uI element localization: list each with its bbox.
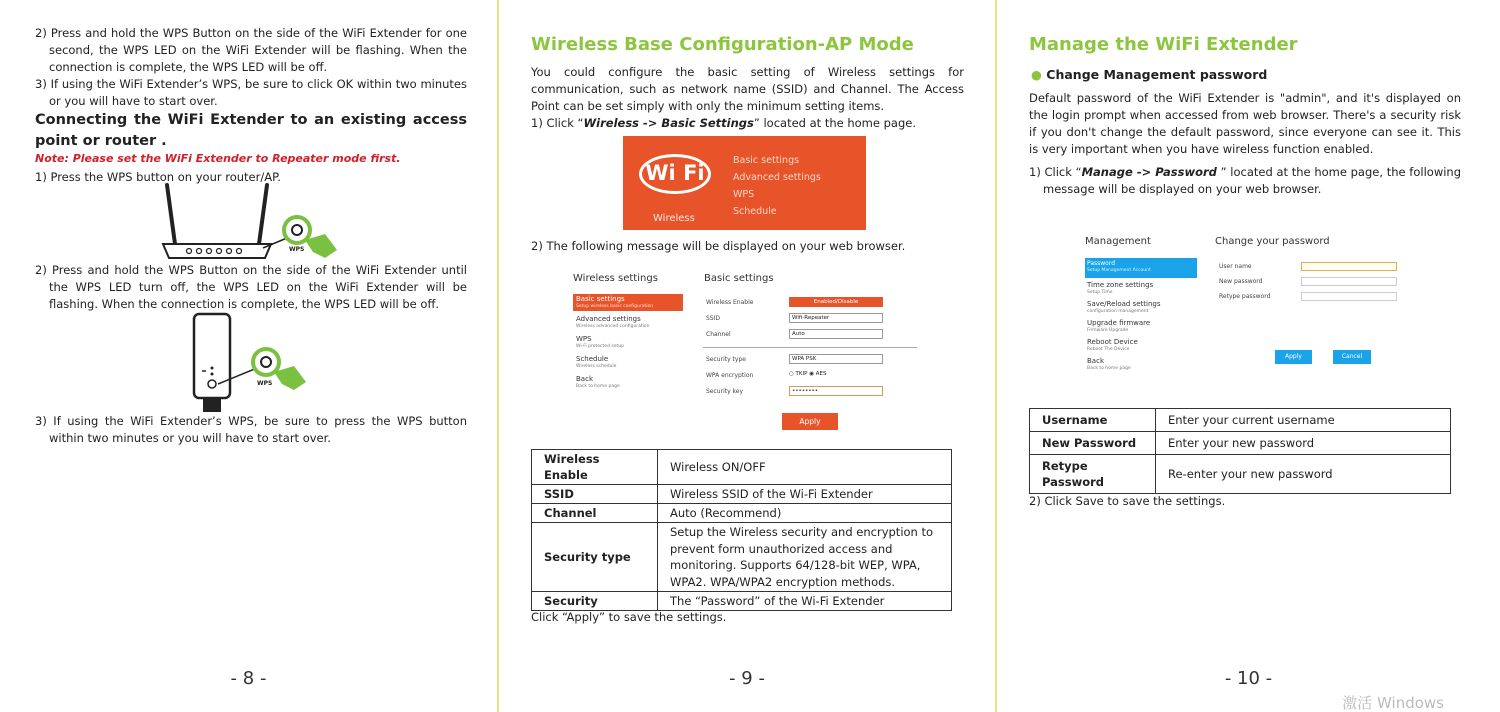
- manage-password-link: Manage -> Password: [1081, 165, 1217, 179]
- page-8: [0, 0, 499, 712]
- step-2b: 2) Press and hold the WPS Button on the side of the WiFi Extender until the WPS LED turn off, the WPS LED on the WiFi Extender will be flashing. When the connection is complete, the WPS LED will be off.: [35, 263, 467, 311]
- page-10-intro: Default password of the WiFi Extender is "admin", and it's displayed on the login prompt when accessed from web browser. There's a security risk if you don't change the default password, since everyone can see it. This is very important when you have wireless function enabled.: [1029, 91, 1461, 156]
- extender-illustration: [185, 312, 315, 416]
- step-3a: 3) If using the WiFi Extender’s WPS, be sure to click OK within two minutes or you will have to start over.: [35, 77, 467, 108]
- username-input[interactable]: [1301, 262, 1397, 271]
- page-number-10: - 10 -: [1224, 668, 1273, 689]
- wifi-logo: Wi Fi: [639, 154, 711, 194]
- router-illustration: [155, 182, 345, 262]
- page-9-step-2: 2) The following message will be displayed on your web browser.: [531, 239, 906, 253]
- wireless-settings-title: Wireless settings: [573, 273, 658, 284]
- step-2a: 2) Press and hold the WPS Button on the side of the WiFi Extender for one second, the WPS LED on the WiFi Extender will be flashing. When the connection is complete, the WPS LED will be off.: [35, 26, 467, 74]
- table-row: Security The “Password” of the Wi-Fi Extender: [532, 592, 952, 611]
- page-9: [499, 0, 997, 712]
- page-9-footer: Click “Apply” to save the settings.: [531, 610, 727, 624]
- basic-settings-title: Basic settings: [704, 273, 774, 284]
- banner-menu-item: Advanced settings: [733, 172, 821, 183]
- nav-item-upgrade-firmware[interactable]: Upgrade firmware Firmware Upgrade: [1087, 319, 1151, 333]
- nav-item-advanced-settings[interactable]: Advanced settings Wireless advanced configuration: [576, 315, 650, 329]
- nav-item-back[interactable]: Back Back to home page: [1087, 357, 1131, 371]
- page-10-title: Manage the WiFi Extender: [1029, 34, 1298, 55]
- nav-item-back[interactable]: Back Back to home page: [576, 375, 620, 389]
- step-1: 1) Press the WPS button on your router/AP.: [35, 170, 281, 184]
- page-9-step-1: 1) Click “Wireless -> Basic Settings” located at the home page.: [531, 116, 916, 130]
- router-wps-label: WPS: [289, 246, 305, 253]
- activate-windows-watermark: 激活 Windows: [1342, 694, 1444, 712]
- extender-wps-label: WPS: [257, 380, 273, 387]
- banner-menu-item: Schedule: [733, 206, 777, 217]
- table-row: Security type Setup the Wireless security and encryption to prevent form unauthorized access and monitoring. Supports 64/128-bit WEP, WPA, WPA2. WPA/WPA2 encryption methods.: [532, 523, 952, 592]
- table-row: SSID Wireless SSID of the Wi-Fi Extender: [532, 485, 952, 504]
- page-number-8: - 8 -: [230, 668, 267, 689]
- wireless-nav: [573, 294, 683, 391]
- page-10-footer: 2) Click Save to save the settings.: [1029, 494, 1226, 508]
- management-nav: [1085, 258, 1197, 372]
- page-10: [997, 0, 1500, 712]
- green-bullet-icon: ●: [1031, 67, 1042, 82]
- change-password-subheading: ● Change Management password: [1031, 67, 1268, 82]
- table-row: New Password Enter your new password: [1030, 432, 1451, 455]
- wpa-encryption-radio[interactable]: ○ TKIP ◉ AES: [789, 371, 827, 377]
- repeater-note: Note: Please set the WiFi Extender to Repeater mode first.: [35, 152, 401, 165]
- apply-button[interactable]: Apply: [1275, 350, 1312, 364]
- table-row: Username Enter your current username: [1030, 409, 1451, 432]
- wireless-banner: [623, 136, 866, 230]
- wireless-spec-table: [531, 449, 952, 611]
- banner-menu-item: Basic settings: [733, 155, 800, 166]
- nav-item-save-reload[interactable]: Save/Reload settings configuration management: [1087, 300, 1161, 314]
- basic-settings-form: Wireless Enable Enabled/Disable SSID Wifi-Repeater Channel Auto Security type WPA PSK WPA encryption ○ TKIP ◉ AES Security key ••••••••: [703, 296, 917, 401]
- nav-item-time-zone[interactable]: Time zone settings Setup Time: [1087, 281, 1154, 295]
- change-password-title: Change your password: [1215, 236, 1330, 247]
- nav-item-wps[interactable]: WPS Wi-Fi protected setup: [576, 335, 624, 349]
- ssid-input[interactable]: Wifi-Repeater: [789, 313, 883, 323]
- nav-item-schedule[interactable]: Schedule Wireless schedule: [576, 355, 617, 369]
- channel-select[interactable]: Auto: [789, 329, 883, 339]
- cancel-button[interactable]: Cancel: [1333, 350, 1371, 364]
- page-9-title: Wireless Base Configuration-AP Mode: [531, 34, 914, 55]
- management-title: Management: [1085, 236, 1151, 247]
- banner-caption: Wireless: [653, 213, 695, 224]
- table-row: Channel Auto (Recommend): [532, 504, 952, 523]
- new-password-input[interactable]: [1301, 277, 1397, 286]
- banner-menu: [733, 152, 821, 220]
- change-password-form: User name New password Retype password: [1219, 261, 1399, 306]
- table-row: Wireless Enable Wireless ON/OFF: [532, 450, 952, 485]
- form-divider: [703, 347, 917, 348]
- connect-heading: Connecting the WiFi Extender to an existing access point or router .: [35, 112, 467, 149]
- nav-item-reboot[interactable]: Reboot Device Reboot The Device: [1087, 338, 1138, 352]
- page-number-9: - 9 -: [729, 668, 765, 689]
- banner-menu-item: WPS: [733, 189, 755, 200]
- wireless-enable-toggle[interactable]: Enabled/Disable: [789, 297, 883, 307]
- page-9-intro: You could configure the basic setting of Wireless settings for communication, such as network name (SSID) and Channel. The Access Point can be set simply with only the minimum setting items.: [531, 65, 964, 113]
- retype-password-input[interactable]: [1301, 292, 1397, 301]
- password-spec-table: [1029, 408, 1451, 494]
- step-3b: 3) If using the WiFi Extender’s WPS, be sure to press the WPS button within two minutes or you will have to start over.: [35, 414, 467, 445]
- security-key-input[interactable]: ••••••••: [789, 386, 883, 396]
- apply-button[interactable]: Apply: [782, 413, 838, 430]
- security-type-select[interactable]: WPA PSK: [789, 354, 883, 364]
- table-row: Retype Password Re-enter your new password: [1030, 455, 1451, 494]
- nav-item-basic-settings[interactable]: Basic settings Setup wireless basic configuration: [573, 294, 683, 311]
- nav-item-password[interactable]: Password Setup Management Account: [1085, 258, 1197, 278]
- wireless-basic-settings-link: Wireless -> Basic Settings: [583, 116, 754, 130]
- page-10-step-1: 1) Click “Manage -> Password ” located at the home page, the following message will be displayed on your web browser.: [1029, 165, 1462, 196]
